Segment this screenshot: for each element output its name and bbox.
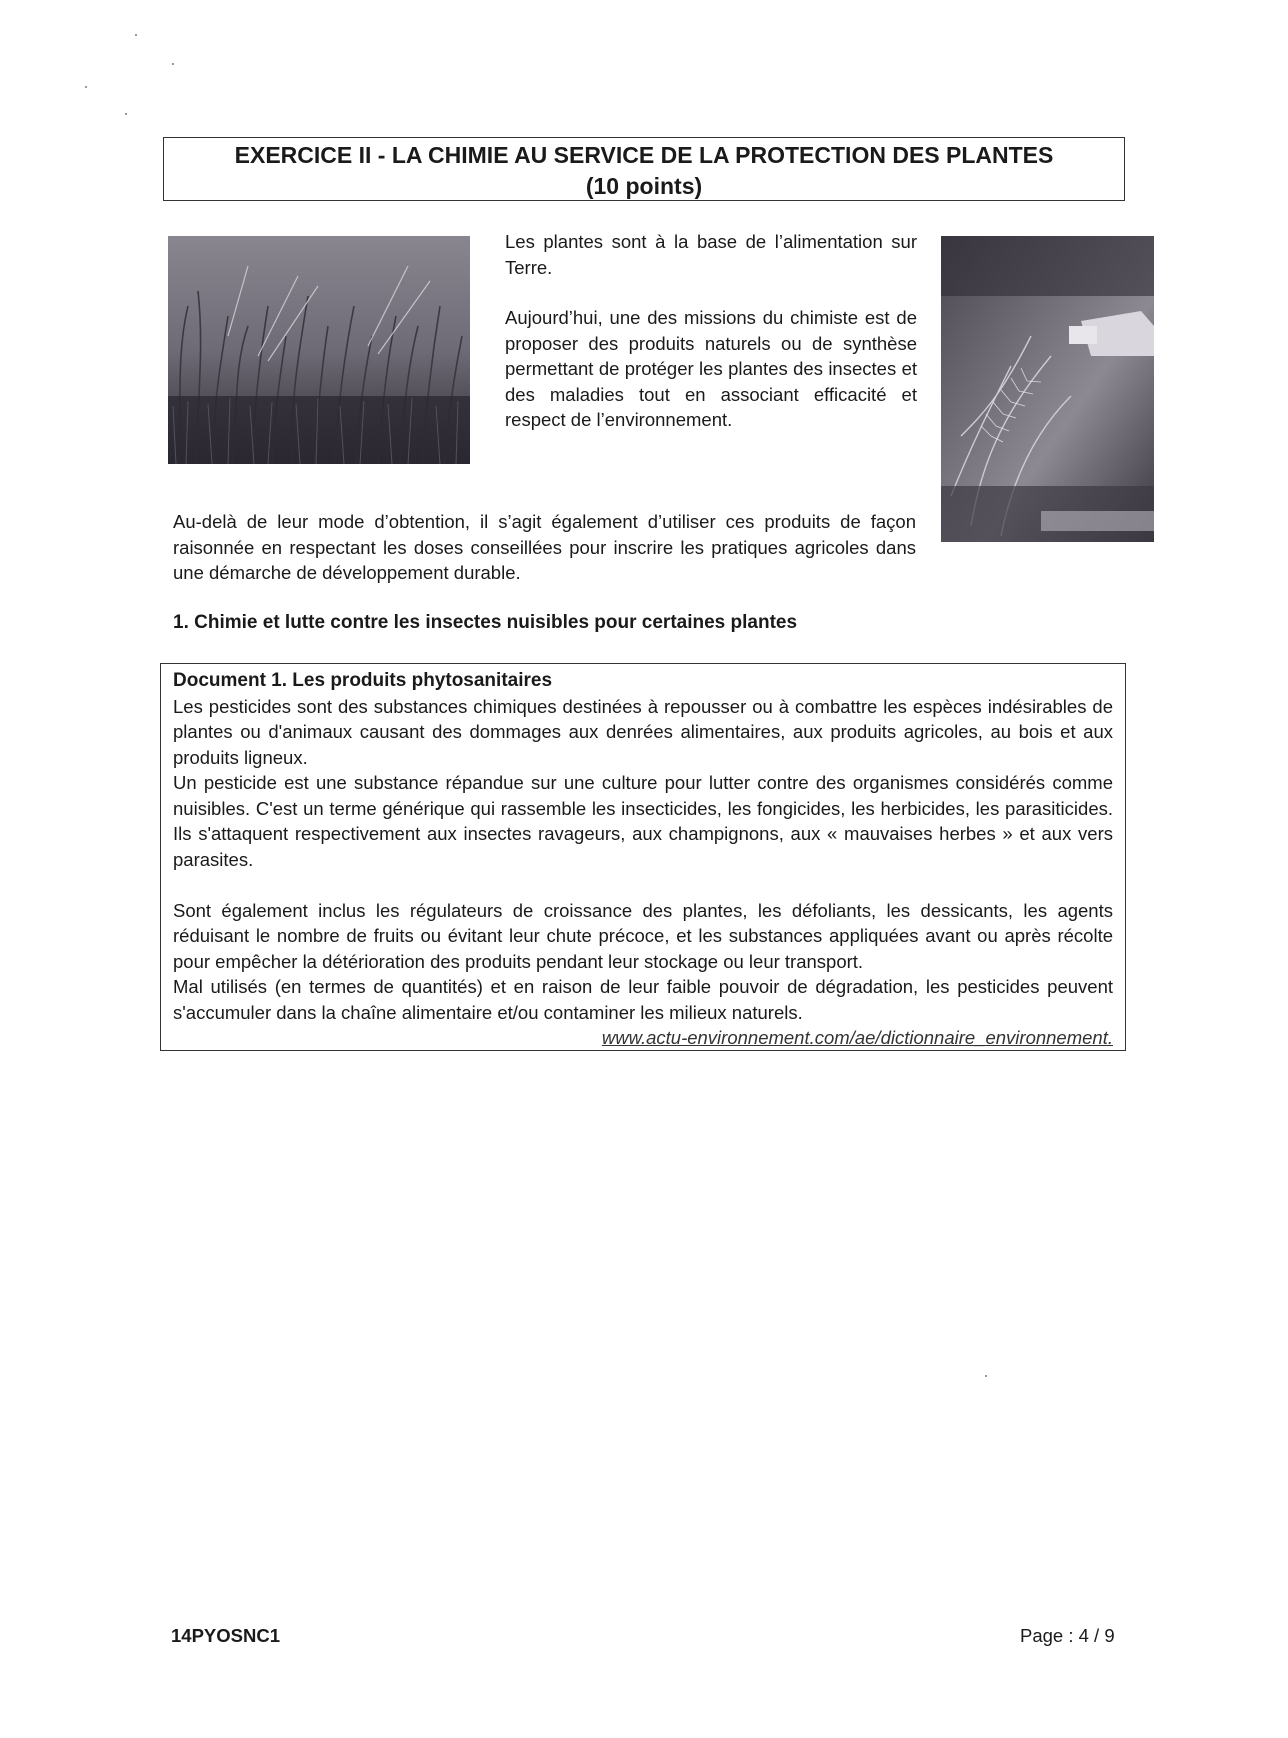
intro-paragraph-1: Les plantes sont à la base de l’alimentation sur Terre. [505, 231, 917, 278]
scan-speck [85, 86, 87, 88]
intro-paragraph-2: Aujourd’hui, une des missions du chimiste est de proposer des produits naturels ou de synthèse permettant de protéger les plantes des insectes et des maladies tout en associant efficacité et respect de l’environnement. [505, 307, 917, 430]
scan-speck [135, 34, 137, 36]
document-1-box [160, 663, 1126, 1051]
page-number: Page : 4 / 9 [1020, 1625, 1115, 1646]
exercise-points: (10 points) [585, 173, 703, 199]
wheat-field-photo [168, 236, 470, 464]
intro-paragraph-3: Au-delà de leur mode d’obtention, il s’agit également d’utiliser ces produits de façon raisonnée en respectant les doses conseillées pour inscrire les pratiques agricoles dans une démarche de développement durable. [173, 511, 916, 583]
document-1-title: Document 1. Les produits phytosanitaires [173, 670, 553, 691]
exercise-title-box [163, 137, 1125, 201]
scan-speck [125, 113, 127, 115]
exercise-title: EXERCICE II - LA CHIMIE AU SERVICE DE LA PROTECTION DES PLANTES [234, 142, 1054, 168]
document-1-paragraph-4: Mal utilisés (en termes de quantités) et en raison de leur faible pouvoir de dégradation, les pesticides peuvent s'accumuler dans la chaîne alimentaire et/ou contaminer les milieux naturels. [173, 976, 1113, 1023]
scan-speck [985, 1375, 987, 1377]
intro-text [505, 229, 917, 458]
document-1-paragraph-1: Les pesticides sont des substances chimiques destinées à repousser ou à combattre les espèces indésirables de plantes ou d'animaux causant des dommages aux denrées alimentaires, aux produits agricoles, au bois et aux produits ligneux. [173, 695, 1113, 768]
document-1-paragraph-2: Un pesticide est une substance répandue sur une culture pour lutter contre des organismes considérés comme nuisibles. C'est un terme générique qui rassemble les insecticides, les fongicides, les herbicides, les parasiticides. Ils s'attaquent respectivement aux insectes ravageurs, aux champignons, aux « mauvaises herbes » et aux vers parasites. [173, 772, 1113, 870]
section-1-heading: 1. Chimie et lutte contre les insectes nuisibles pour certaines plantes [173, 612, 798, 633]
scan-speck [172, 63, 174, 65]
document-1-source-link[interactable]: www.actu-environnement.com/ae/dictionnaire_environnement. [601, 1027, 1113, 1048]
document-1-paragraph-3: Sont également inclus les régulateurs de croissance des plantes, les défoliants, les dessicants, les agents réduisant le nombre de fruits ou évitant leur chute précoce, et les substances appliquées avant ou après récolte pour empêcher la détérioration des produits pendant leur stockage ou leur transport. [173, 899, 1113, 972]
exam-code: 14PYOSNC1 [171, 1625, 280, 1646]
fern-spraying-photo [941, 236, 1154, 542]
